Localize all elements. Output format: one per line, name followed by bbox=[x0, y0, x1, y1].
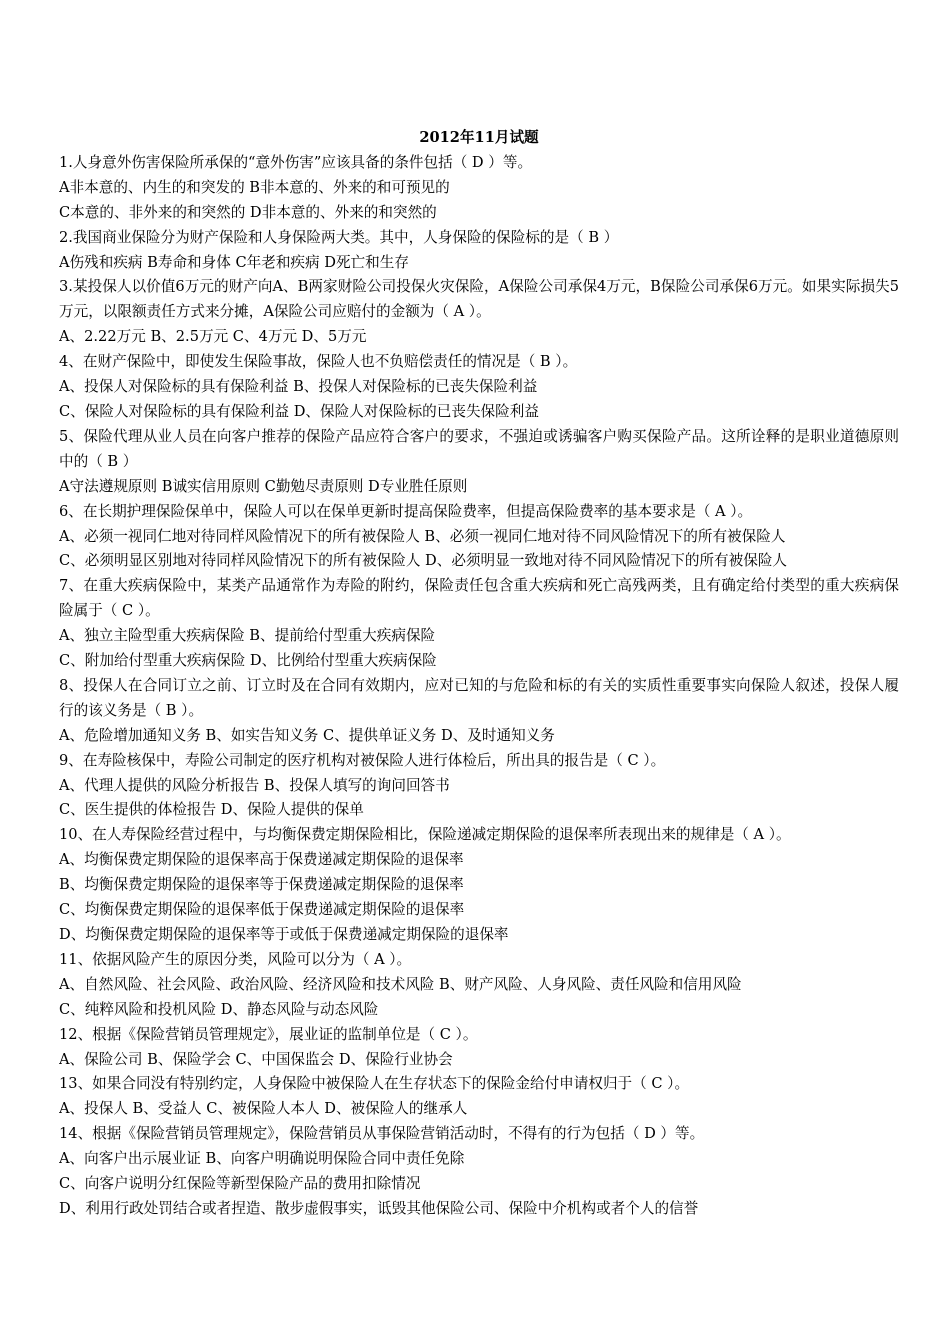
text-line: A、保险公司 B、保险学会 C、中国保监会 D、保险行业协会 bbox=[59, 1050, 453, 1068]
text-line: 11、依据风险产生的原因分类，风险可以分为（ A ）。 bbox=[59, 950, 412, 968]
text-line: 10、在人寿保险经营过程中，与均衡保费定期保险相比，保险递减定期保险的退保率所表现出来的规律是（ A ）。 bbox=[59, 826, 791, 844]
text-line: A、均衡保费定期保险的退保率高于保费递减定期保险的退保率 bbox=[59, 851, 464, 869]
text-line: 4、在财产保险中，即使发生保险事故，保险人也不负赔偿责任的情况是（ B ）。 bbox=[59, 353, 578, 371]
text-line: 1.人身意外伤害保险所承保的“意外伤害”应该具备的条件包括（ D ）等。 bbox=[59, 153, 533, 171]
text-line: A、2.22万元 B、2.5万元 C、4万元 D、5万元 bbox=[59, 328, 367, 346]
text-line: 13、如果合同没有特别约定，人身保险中被保险人在生存状态下的保险金给付申请权归于（ C ）。 bbox=[59, 1075, 690, 1093]
text-line: 9、在寿险核保中，寿险公司制定的医疗机构对被保险人进行体检后，所出具的报告是（ C ）。 bbox=[59, 751, 666, 769]
text-line: C、必须明显区别地对待同样风险情况下的所有被保险人 D、必须明显一致地对待不同风险情况下的所有被保险人 bbox=[59, 552, 788, 570]
text-line: A、向客户出示展业证 B、向客户明确说明保险合同中责任免除 bbox=[59, 1150, 465, 1168]
text-line: C、附加给付型重大疾病保险 D、比例给付型重大疾病保险 bbox=[59, 652, 437, 670]
text-line: A、必须一视同仁地对待同样风险情况下的所有被保险人 B、必须一视同仁地对待不同风险情况下的所有被保险人 bbox=[59, 527, 786, 545]
text-line: D、利用行政处罚结合或者捏造、散步虚假事实，诋毁其他保险公司、保险中介机构或者个人的信誉 bbox=[59, 1199, 699, 1217]
text-line: A、投保人 B、受益人 C、被保险人本人 D、被保险人的继承人 bbox=[59, 1100, 468, 1118]
text-line: C、向客户说明分红保险等新型保险产品的费用扣除情况 bbox=[59, 1175, 421, 1193]
document-page bbox=[59, 126, 899, 1222]
text-line: 7、在重大疾病保险中，某类产品通常作为寿险的附约，保险责任包含重大疾病和死亡高残两类，且有确定给付类型的重大疾病保险属于（ C ）。 bbox=[59, 577, 899, 620]
text-line: 5、保险代理从业人员在向客户推荐的保险产品应符合客户的要求，不强迫或诱骗客户购买保险产品。这所诠释的是职业道德原则中的（ B ） bbox=[59, 427, 899, 470]
text-line: A、投保人对保险标的具有保险利益 B、投保人对保险标的已丧失保险利益 bbox=[59, 378, 538, 396]
text-line: A、独立主险型重大疾病保险 B、提前给付型重大疾病保险 bbox=[59, 627, 436, 645]
question-list bbox=[59, 151, 899, 1222]
text-line: A、危险增加通知义务 B、如实告知义务 C、提供单证义务 D、及时通知义务 bbox=[59, 726, 555, 744]
text-line: A、代理人提供的风险分析报告 B、投保人填写的询问回答书 bbox=[59, 776, 450, 794]
text-line: C本意的、非外来的和突然的 D非本意的、外来的和突然的 bbox=[59, 203, 437, 221]
text-line: 3.某投保人以价值6万元的财产向A、B两家财险公司投保火灾保险，A保险公司承保4万元，B保险公司承保6万元。如果实际损失5万元，以限额责任方式来分摊，A保险公司应赔付的金额为（ A ）。 bbox=[59, 278, 899, 321]
text-line: A守法遵规原则 B诚实信用原则 C勤勉尽责原则 D专业胜任原则 bbox=[59, 477, 468, 495]
text-line: C、保险人对保险标的具有保险利益 D、保险人对保险标的已丧失保险利益 bbox=[59, 402, 539, 420]
text-line: C、纯粹风险和投机风险 D、静态风险与动态风险 bbox=[59, 1000, 379, 1018]
text-line: 2.我国商业保险分为财产保险和人身保险两大类。其中，人身保险的保险标的是（ B ） bbox=[59, 228, 619, 246]
text-line: C、均衡保费定期保险的退保率低于保费递减定期保险的退保率 bbox=[59, 901, 465, 919]
text-line: B、均衡保费定期保险的退保率等于保费递减定期保险的退保率 bbox=[59, 876, 464, 894]
page-title: 2012年11月试题 bbox=[419, 129, 539, 146]
text-line: A伤残和疾病 B寿命和身体 C年老和疾病 D死亡和生存 bbox=[59, 253, 409, 271]
text-line: A、自然风险、社会风险、政治风险、经济风险和技术风险 B、财产风险、人身风险、责任风险和信用风险 bbox=[59, 975, 742, 993]
text-line: 6、在长期护理保险保单中，保险人可以在保单更新时提高保险费率，但提高保险费率的基本要求是（ A ）。 bbox=[59, 502, 753, 520]
text-line: 14、根据《保险营销员管理规定》，保险营销员从事保险营销活动时，不得有的行为包括（ D ）等。 bbox=[59, 1125, 705, 1143]
text-line: 8、投保人在合同订立之前、订立时及在合同有效期内，应对已知的与危险和标的有关的实质性重要事实向保险人叙述，投保人履行的该义务是（ B ）。 bbox=[59, 676, 899, 719]
text-line: D、均衡保费定期保险的退保率等于或低于保费递减定期保险的退保率 bbox=[59, 926, 509, 943]
text-line: A非本意的、内生的和突发的 B非本意的、外来的和可预见的 bbox=[59, 178, 450, 196]
text-line: 12、根据《保险营销员管理规定》，展业证的监制单位是（ C ）。 bbox=[59, 1025, 478, 1043]
text-line: C、医生提供的体检报告 D、保险人提供的保单 bbox=[59, 801, 364, 819]
